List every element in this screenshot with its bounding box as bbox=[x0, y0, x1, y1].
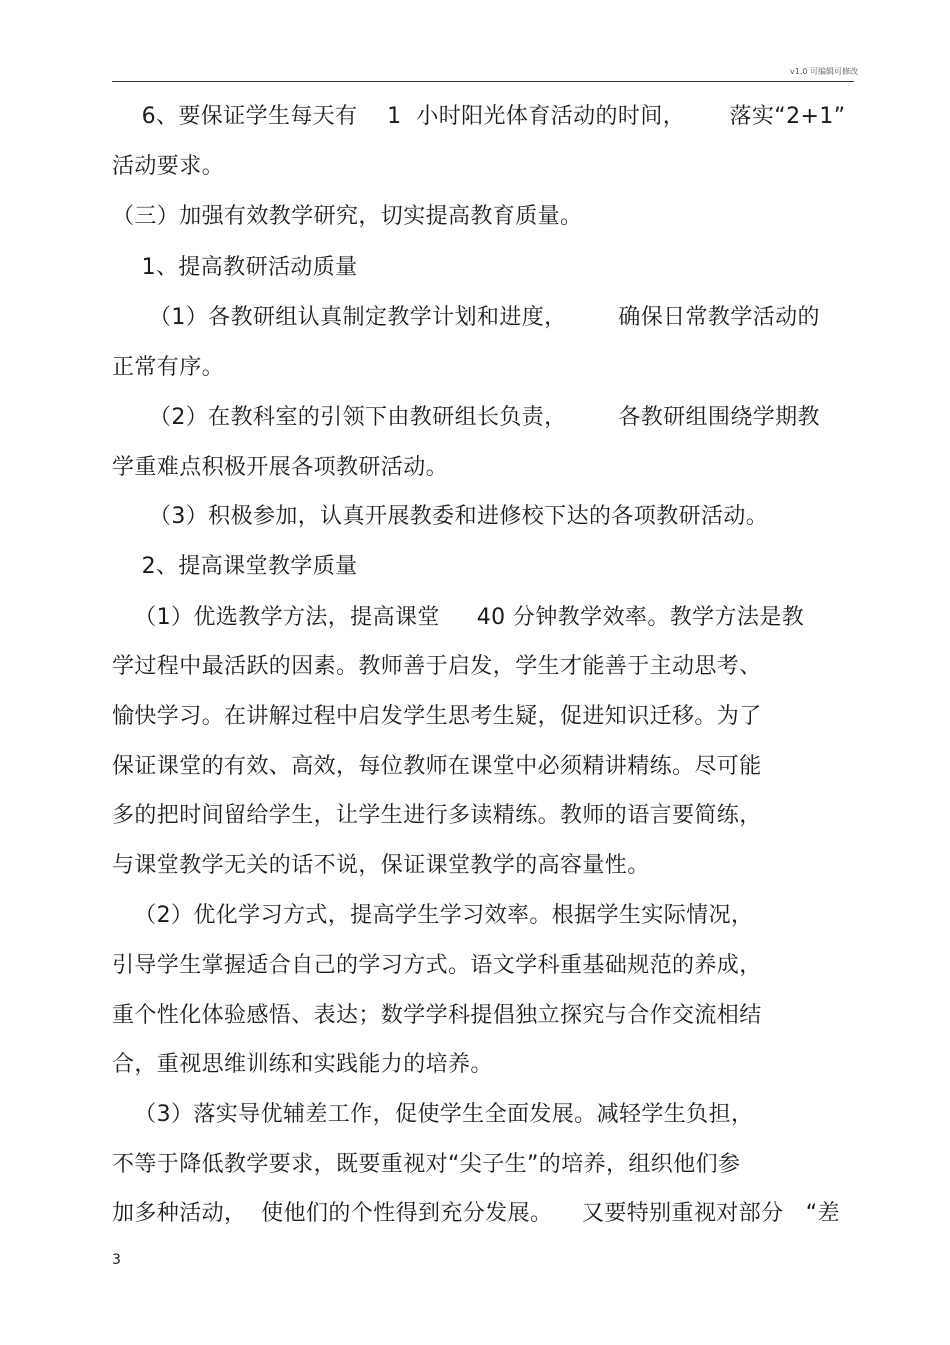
text-line: （3）落实导优辅差工作，促使学生全面发展。减轻学生负担， bbox=[112, 1102, 754, 1127]
text-line: 加多种活动， 使他们的个性得到充分发展。 又要特别重视对部分 “差 bbox=[112, 1201, 840, 1226]
text-line: 引导学生掌握适合自己的学习方式。语文学科重基础规范的养成， bbox=[112, 953, 762, 978]
text-line: 活动要求。 bbox=[112, 154, 225, 179]
header-rule bbox=[112, 81, 854, 82]
text-line: （1）各教研组认真制定教学计划和进度， 确保日常教学活动的 bbox=[112, 305, 820, 330]
text-line: （2）在教科室的引领下由教研组长负责， 各教研组围绕学期教 bbox=[112, 405, 820, 430]
text-line: 正常有序。 bbox=[112, 355, 225, 380]
text-line: （2）优化学习方式，提高学生学习效率。根据学生实际情况， bbox=[112, 903, 754, 928]
text-line: 多的把时间留给学生，让学生进行多读精练。教师的语言要简练， bbox=[112, 803, 762, 828]
text-line: （1）优选教学方法，提高课堂 40 分钟教学效率。教学方法是教 bbox=[112, 605, 805, 630]
header-note: v1.0 可编辑可修改 bbox=[790, 67, 858, 76]
text-line: （三）加强有效教学研究，切实提高教育质量。 bbox=[112, 204, 583, 229]
text-line: 重个性化体验感悟、表达；数学学科提倡独立探究与合作交流相结 bbox=[112, 1003, 762, 1028]
text-line: 合，重视思维训练和实践能力的培养。 bbox=[112, 1052, 493, 1077]
text-line: 6、要保证学生每天有 1 小时阳光体育活动的时间， 落实“2+1” bbox=[112, 104, 846, 129]
text-line: （3）积极参加，认真开展教委和进修校下达的各项教研活动。 bbox=[112, 504, 769, 529]
text-line: 保证课堂的有效、高效，每位教师在课堂中必须精讲精练。尽可能 bbox=[112, 754, 762, 779]
page-number: 3 bbox=[112, 1252, 121, 1268]
text-line: 愉快学习。在讲解过程中启发学生思考生疑，促进知识迁移。为了 bbox=[112, 704, 762, 729]
text-line: 学重难点积极开展各项教研活动。 bbox=[112, 455, 449, 480]
text-line: 不等于降低教学要求，既要重视对“尖子生”的培养，组织他们参 bbox=[112, 1152, 741, 1177]
text-line: 与课堂教学无关的话不说，保证课堂教学的高容量性。 bbox=[112, 853, 650, 878]
text-line: 2、提高课堂教学质量 bbox=[112, 554, 358, 579]
text-line: 1、提高教研活动质量 bbox=[112, 255, 358, 280]
text-line: 学过程中最活跃的因素。教师善于启发，学生才能善于主动思考、 bbox=[112, 654, 762, 679]
